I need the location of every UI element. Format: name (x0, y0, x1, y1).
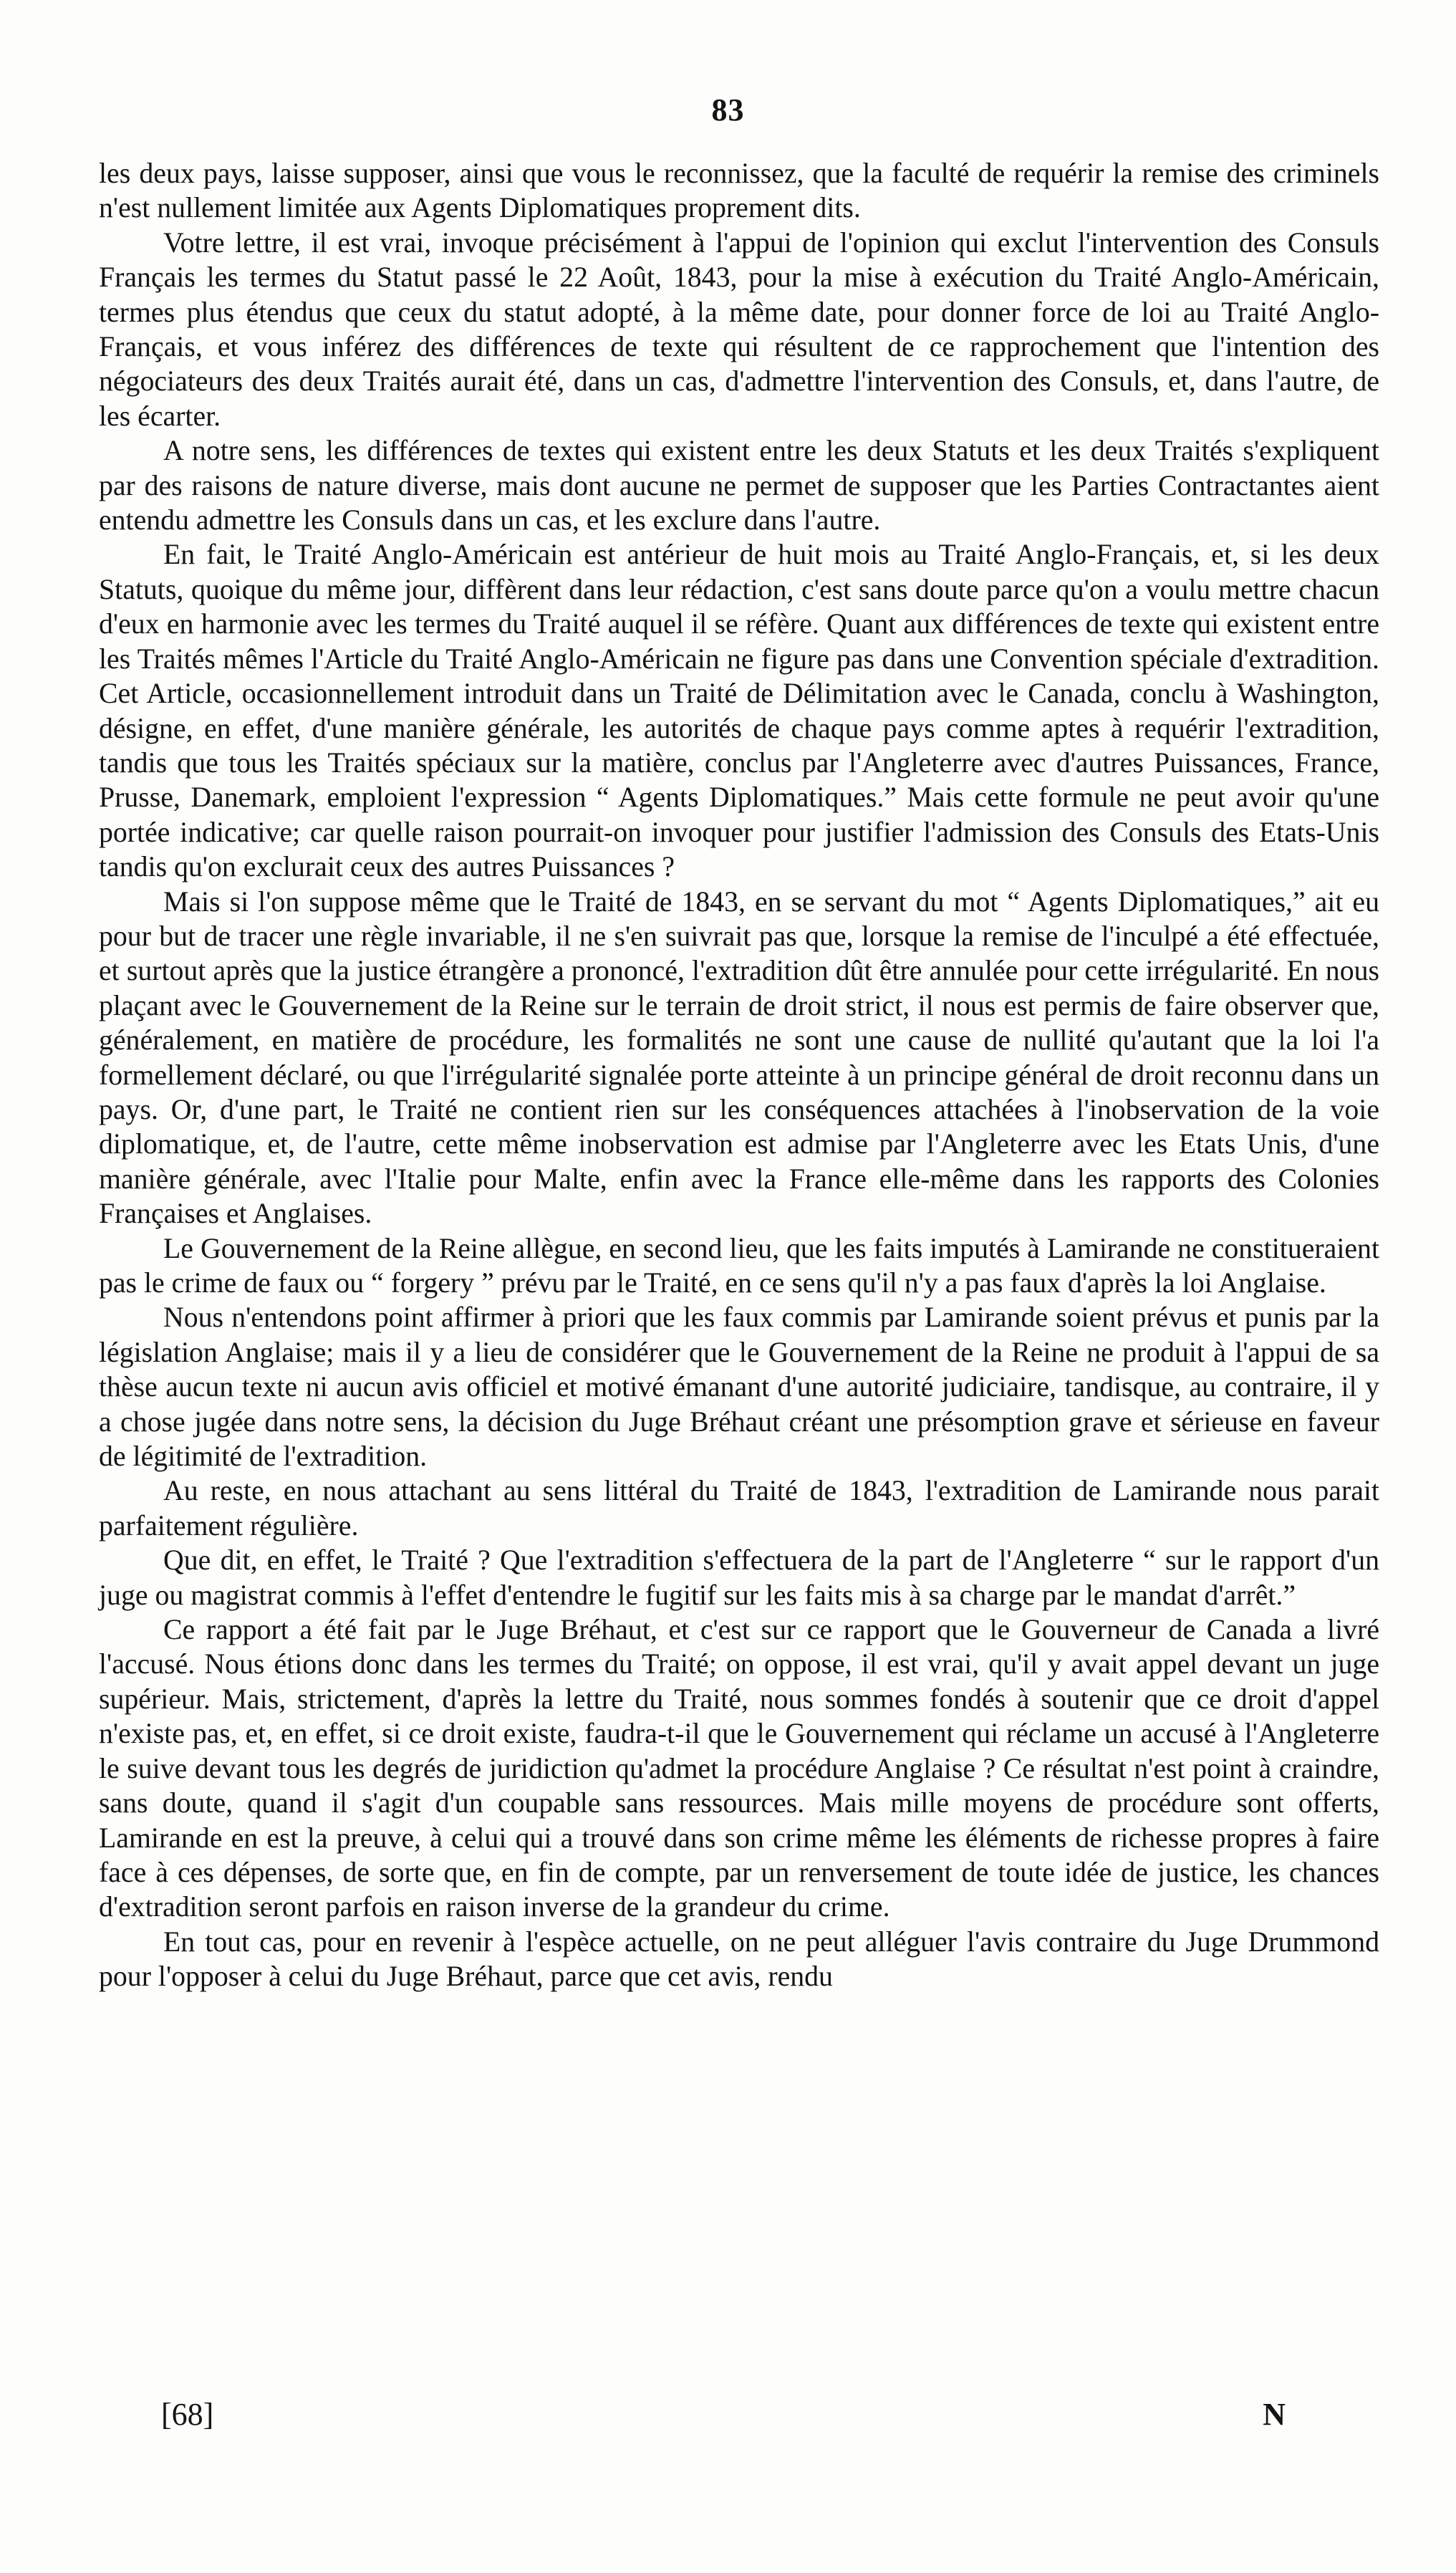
paragraph: Que dit, en effet, le Traité ? Que l'extradition s'effectuera de la part de l'Angleterre “ sur le rapport d'un juge ou magistrat commis à l'effet d'entendre le fugitif sur les faits mis à sa charge par le mandat d'arrêt.” (99, 1544, 1379, 1611)
page-footer (161, 2396, 1286, 2439)
paragraph: Mais si l'on suppose même que le Traité de 1843, en se servant du mot “ Agents Diplomatiques,” ait eu pour but de tracer une règle invariable, il ne s'en suivrait pas que, lorsque la remise de l'inculpé a été effectuée, et surtout après que la justice étrangère a prononcé, l'extradition dût être annulée pour cette irrégularité. En nous plaçant avec le Gouvernement de la Reine sur le terrain de droit strict, il nous est permis de faire observer que, généralement, en matière de procédure, les formalités ne sont une cause de nullité qu'autant que la loi l'a formellement déclaré, ou que l'irrégularité signalée porte atteinte à un principe général de droit reconnu dans un pays. Or, d'une part, le Traité ne contient rien sur les conséquences attachées à l'inobservation de la voie diplomatique, et, de l'autre, cette même inobservation est admise par l'Angleterre avec les Etats Unis, d'une manière générale, avec l'Italie pour Malte, enfin avec la France elle-même dans les rapports des Colonies Françaises et Anglaises. (99, 885, 1379, 1230)
paragraph: Nous n'entendons point affirmer à priori que les faux commis par Lamirande soient prévus et punis par la législation Anglaise; mais il y a lieu de considérer que le Gouvernement de la Reine ne produit à l'appui de sa thèse aucun texte ni aucun avis officiel et motivé émanant d'une autorité judiciaire, tandisque, au contraire, il y a chose jugée dans notre sens, la décision du Juge Bréhaut créant une présomption grave et sérieuse en faveur de légitimité de l'extradition. (99, 1302, 1379, 1473)
paragraph: En fait, le Traité Anglo-Américain est antérieur de huit mois au Traité Anglo-Français, et, si les deux Statuts, quoique du même jour, diffèrent dans leur rédaction, c'est sans doute parce qu'on a voulu mettre chacun d'eux en harmonie avec les termes du Traité auquel il se réfère. Quant aux différences de texte qui existent entre les Traités mêmes l'Article du Traité Anglo-Américain ne figure pas dans une Convention spéciale d'extradition. Cet Article, occasionnellement introduit dans un Traité de Délimitation avec le Canada, conclu à Washington, désigne, en effet, d'une manière générale, les autorités de chaque pays comme aptes à requérir l'extradition, tandis que tous les Traités spéciaux sur la matière, conclus par l'Angleterre avec d'autres Puissances, France, Prusse, Danemark, emploient l'expression “ Agents Diplomatiques.” Mais cette formule ne peut avoir qu'une portée indicative; car quelle raison pourrait-on invoquer pour justifier l'admission des Consuls des Etats-Unis tandis qu'on exclurait ceux des autres Puissances ? (99, 539, 1379, 883)
paragraph: A notre sens, les différences de textes qui existent entre les deux Statuts et les deux Traités s'expliquent par des raisons de nature diverse, mais dont aucune ne permet de supposer que les Parties Contractantes aient entendu admettre les Consuls dans un cas, et les exclure dans l'autre. (99, 435, 1379, 537)
body-text (99, 156, 1379, 1994)
signature-mark: N (1263, 2397, 1286, 2432)
paragraph: Votre lettre, il est vrai, invoque précisément à l'appui de l'opinion qui exclut l'intervention des Consuls Français les termes du Statut passé le 22 Août, 1843, pour la mise à exécution du Traité Anglo-Américain, termes plus étendus que ceux du statut adopté, à la même date, pour donner force de loi au Traité Anglo-Français, et vous inférez des différences de texte qui résultent de ce rapprochement que l'intention des négociateurs des deux Traités aurait été, dans un cas, d'admettre l'intervention des Consuls, et, dans l'autre, de les écarter. (99, 226, 1379, 432)
paragraph: Ce rapport a été fait par le Juge Bréhaut, et c'est sur ce rapport que le Gouverneur de Canada a livré l'accusé. Nous étions donc dans les termes du Traité; on oppose, il est vrai, qu'il y avait appel devant un juge supérieur. Mais, strictement, d'après la lettre du Traité, nous sommes fondés à soutenir que ce droit d'appel n'existe pas, et, en effet, si ce droit existe, faudra-t-il que le Gouvernement qui réclame un accusé à l'Angleterre le suive devant tous les degrés de juridiction qu'admet la procédure Anglaise ? Ce résultat n'est point à craindre, sans doute, quand il s'agit d'un coupable sans ressources. Mais mille moyens de procédure sont offerts, Lamirande en est la preuve, à celui qui a trouvé dans son crime même les éléments de richesse propres à faire face à ces dépenses, de sorte que, en fin de compte, par un renversement de toute idée de justice, les chances d'extradition seront parfois en raison inverse de la grandeur du crime. (99, 1614, 1379, 1923)
paragraph: les deux pays, laisse supposer, ainsi que vous le reconnissez, que la faculté de requérir la remise des criminels n'est nullement limitée aux Agents Diplomatiques proprement dits. (99, 158, 1379, 224)
folio-number: [68] (161, 2397, 214, 2432)
paragraph: Au reste, en nous attachant au sens littéral du Traité de 1843, l'extradition de Lamirande nous parait parfaitement régulière. (99, 1475, 1379, 1542)
page-number: 83 (711, 92, 745, 128)
paragraph: Le Gouvernement de la Reine allègue, en second lieu, que les faits imputés à Lamirande ne constitueraient pas le crime de faux ou “ forgery ” prévu par le Traité, en ce sens qu'il n'y a pas faux d'après la loi Anglaise. (99, 1232, 1379, 1299)
paragraph: En tout cas, pour en revenir à l'espèce actuelle, on ne peut alléguer l'avis contraire du Juge Drummond pour l'opposer à celui du Juge Bréhaut, parce que cet avis, rendu (99, 1925, 1379, 1993)
